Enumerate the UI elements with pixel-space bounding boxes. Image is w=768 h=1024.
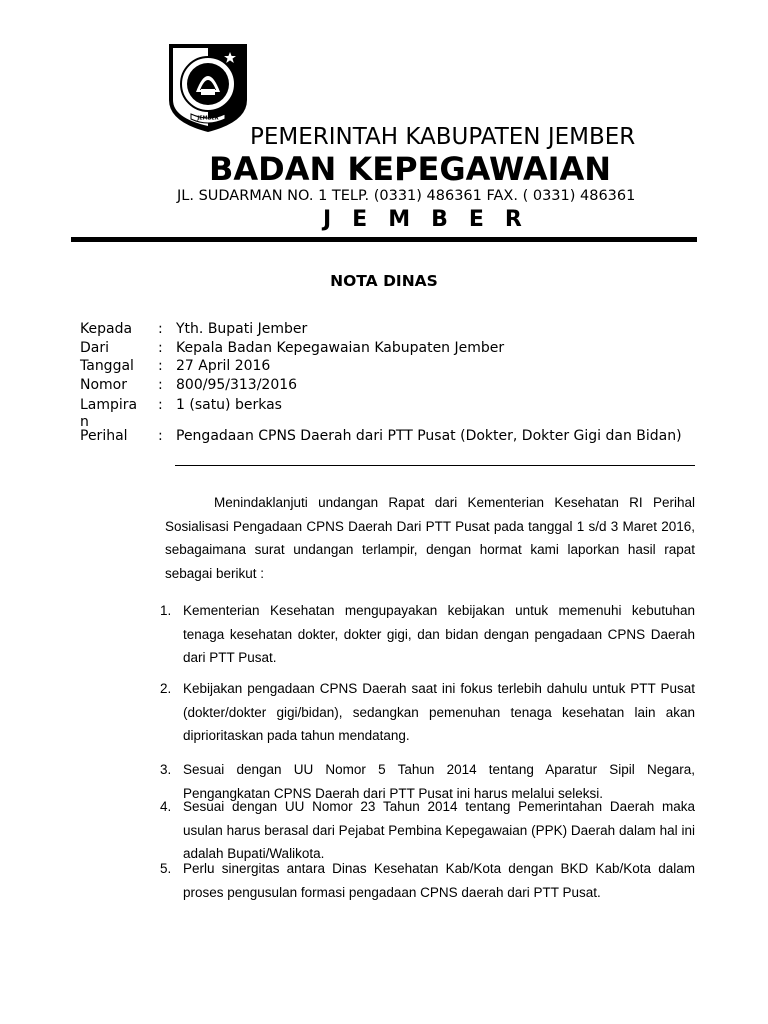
list-text: Sesuai dengan UU Nomor 5 Tahun 2014 tentang Aparatur Sipil Negara, Pengangkatan CPNS Daerah dari PTT Pusat ini harus melalui seleksi. [183,762,695,801]
jember-emblem-logo [167,42,249,134]
meta-rule [175,465,695,466]
letterhead-rule [71,237,697,242]
meta-key: Lampiran [80,397,138,430]
government-name: PEMERINTAH KABUPATEN JEMBER [250,124,636,150]
meta-value: Yth. Bupati Jember [176,321,308,337]
meta-key: Kepada [80,321,133,337]
list-text: Kebijakan pengadaan CPNS Daerah saat ini fokus terlebih dahulu untuk PTT Pusat (dokter/dokter gigi/bidan), sedangkan pemenuhan tenaga kesehatan lain akan diprioritaskan pada tahun mendatang. [183,681,695,743]
list-number: 1. [160,603,172,618]
city-name: JEMBER [323,207,543,232]
meta-key: Nomor [80,377,127,393]
meta-separator: : [158,377,163,393]
meta-separator: : [158,397,163,413]
meta-value: 800/95/313/2016 [176,377,298,393]
meta-value: Kepala Badan Kepegawaian Kabupaten Jember [176,340,505,356]
list-number: 2. [160,681,172,696]
agency-name: BADAN KEPEGAWAIAN [209,150,612,188]
list-number: 5. [160,861,172,876]
meta-value: 1 (satu) berkas [176,397,282,413]
agency-address: JL. SUDARMAN NO. 1 TELP. (0331) 486361 FAX. ( 0331) 486361 [177,188,636,204]
meta-value: Pengadaan CPNS Daerah dari PTT Pusat (Dokter, Dokter Gigi dan Bidan) [176,428,682,444]
meta-value: 27 April 2016 [176,358,271,374]
meta-separator: : [158,358,163,374]
meta-key: Tanggal [80,358,134,374]
meta-key: Dari [80,340,110,356]
list-text: Perlu sinergitas antara Dinas Kesehatan Kab/Kota dengan BKD Kab/Kota dalam proses pengusulan formasi pengadaan CPNS daerah dari PTT Pusat. [183,861,695,900]
meta-separator: : [158,340,163,356]
intro-paragraph: Menindaklanjuti undangan Rapat dari Kementerian Kesehatan RI Perihal Sosialisasi Pengadaan CPNS Daerah Dari PTT Pusat pada tanggal 1 s/d 3 Maret 2016, sebagaimana surat undangan terlampir, dengan hormat kami laporkan hasil rapat sebagai berikut : [165,495,695,581]
list-text: Sesuai dengan UU Nomor 23 Tahun 2014 tentang Pemerintahan Daerah maka usulan harus berasal dari Pejabat Pembina Kepegawaian (PPK) Daerah dalam hal ini adalah Bupati/Walikota. [183,799,695,861]
list-number: 4. [160,799,172,814]
meta-key: Perihal [80,428,128,444]
list-text: Kementerian Kesehatan mengupayakan kebijakan untuk memenuhi kebutuhan tenaga kesehatan dokter, dokter gigi, dan bidan dengan pengadaan CPNS Daerah dari PTT Pusat. [183,603,695,665]
document-title: NOTA DINAS [330,272,438,290]
logo-text: JEMBER [197,115,219,122]
meta-separator: : [158,428,163,444]
meta-separator: : [158,321,163,337]
list-number: 3. [160,762,172,777]
